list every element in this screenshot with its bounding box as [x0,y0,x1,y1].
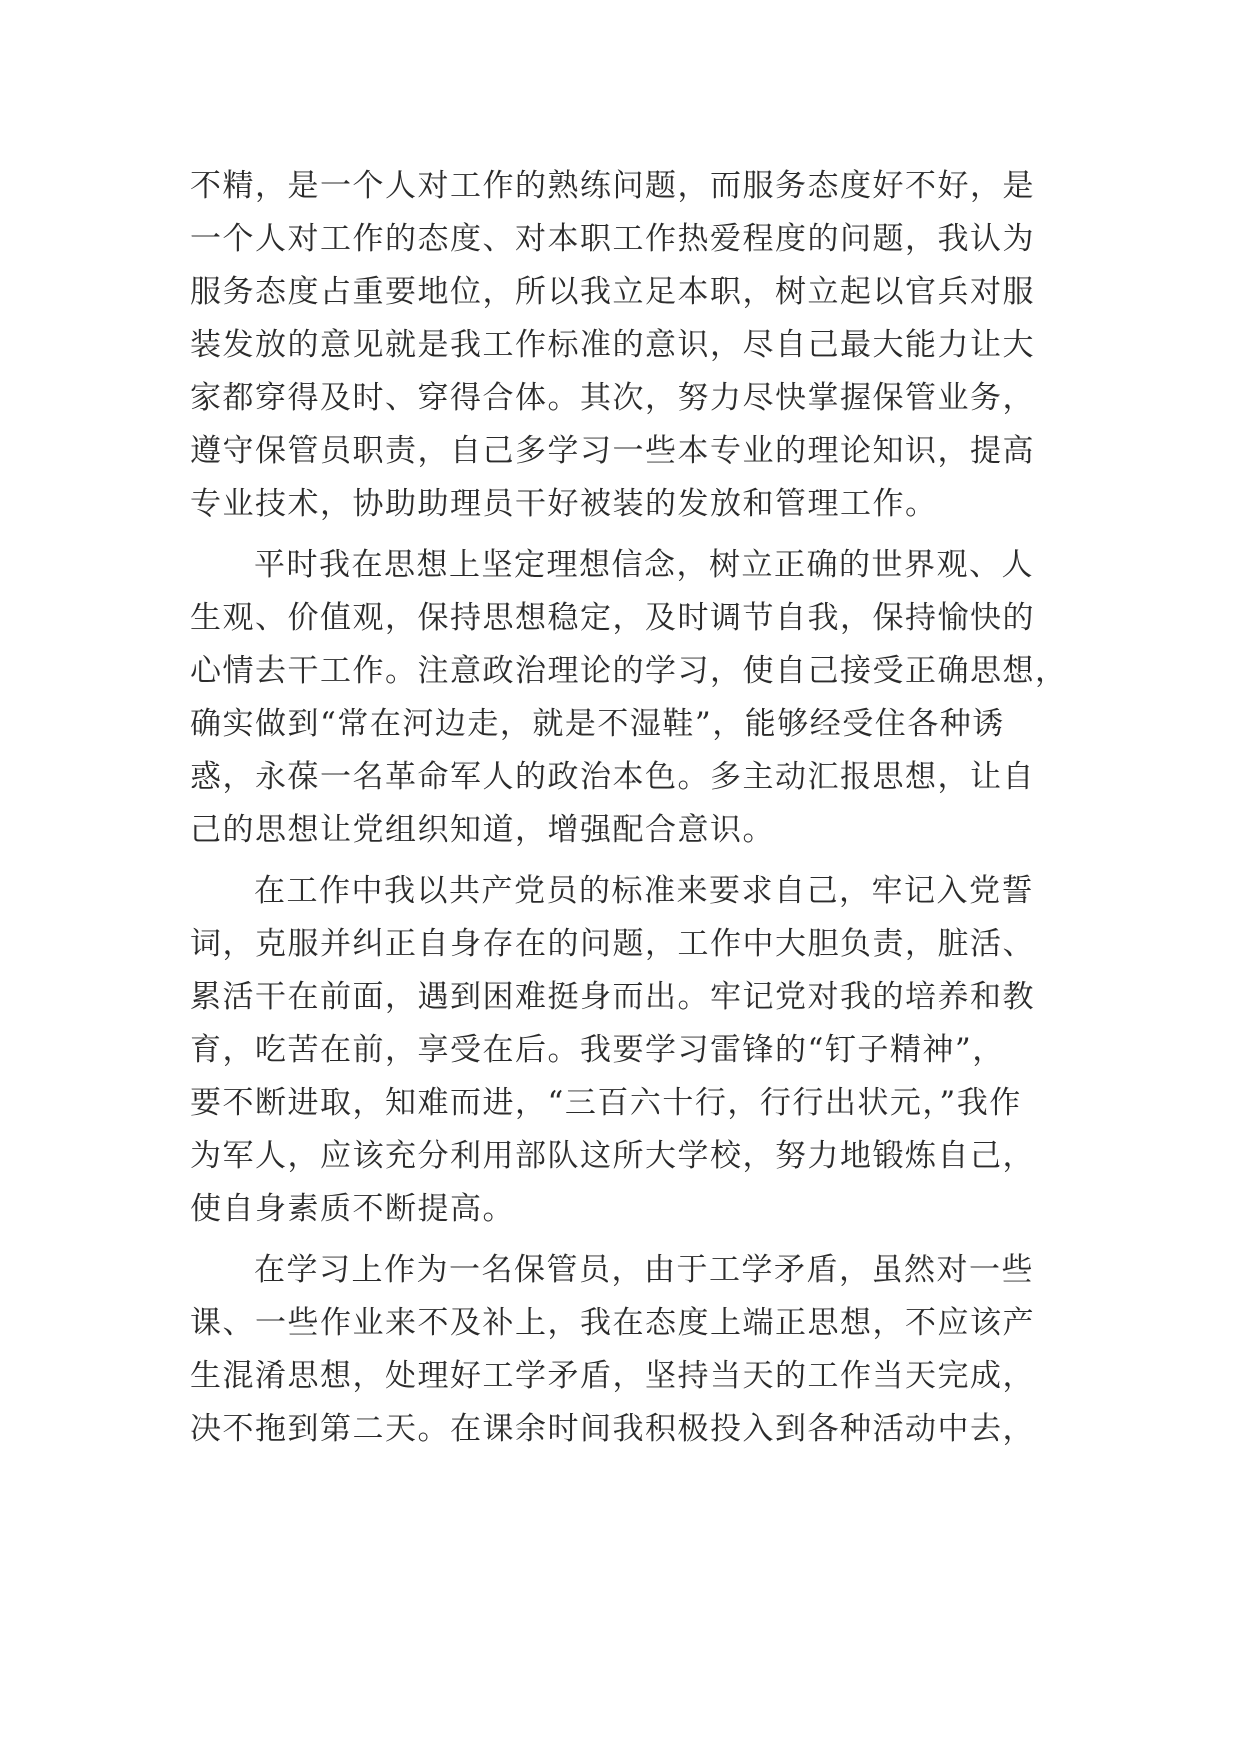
text-line: 在工作中我以共产党员的标准来要求自己，牢记入党誓 [254,873,1034,909]
paragraph-1 [190,160,1070,531]
text-line: 要不断进取，知难而进，“三百六十行，行行出状元，”我作 [190,1085,1022,1121]
text-line: 不精，是一个人对工作的熟练问题，而服务态度好不好，是 [190,168,1035,204]
text-line: 为军人，应该充分利用部队这所大学校，努力地锻炼自己， [190,1138,1035,1174]
text-line: 累活干在前面，遇到困难挺身而出。牢记党对我的培养和教 [190,979,1035,1015]
text-line: 课、一些作业来不及补上，我在态度上端正思想，不应该产 [190,1305,1035,1341]
paragraph-2 [190,539,1070,857]
text-line: 遵守保管员职责，自己多学习一些本专业的理论知识，提高 [190,433,1035,469]
text-line: 平时我在思想上坚定理想信念，树立正确的世界观、人 [254,547,1034,583]
document-body [190,160,1070,1464]
text-line: 生混淆思想，处理好工学矛盾，坚持当天的工作当天完成， [190,1358,1035,1394]
text-line: 一个人对工作的态度、对本职工作热爱程度的问题，我认为 [190,221,1035,257]
text-line: 使自身素质不断提高。 [190,1191,515,1227]
text-line: 决不拖到第二天。在课余时间我积极投入到各种活动中去， [190,1411,1035,1447]
text-line: 装发放的意见就是我工作标准的意识，尽自己最大能力让大 [190,327,1035,363]
text-line: 心情去干工作。注意政治理论的学习，使自己接受正确思想， [190,653,1068,689]
text-line: 生观、价值观，保持思想稳定，及时调节自我，保持愉快的 [190,600,1035,636]
text-line: 专业技术，协助助理员干好被装的发放和管理工作。 [190,486,938,522]
paragraph-4 [190,1244,1070,1456]
text-line: 服务态度占重要地位，所以我立足本职，树立起以官兵对服 [190,274,1035,310]
text-line: 家都穿得及时、穿得合体。其次，努力尽快掌握保管业务， [190,380,1035,416]
text-line: 在学习上作为一名保管员，由于工学矛盾，虽然对一些 [254,1252,1034,1288]
text-line: 己的思想让党组织知道，增强配合意识。 [190,812,775,848]
paragraph-3 [190,865,1070,1236]
text-line: 惑，永葆一名革命军人的政治本色。多主动汇报思想，让自 [190,759,1035,795]
text-line: 确实做到“常在河边走，就是不湿鞋”，能够经受住各种诱 [190,706,1005,742]
text-line: 词，克服并纠正自身存在的问题，工作中大胆负责，脏活、 [190,926,1035,962]
text-line: 育，吃苦在前，享受在后。我要学习雷锋的“钉子精神”， [190,1032,1005,1068]
